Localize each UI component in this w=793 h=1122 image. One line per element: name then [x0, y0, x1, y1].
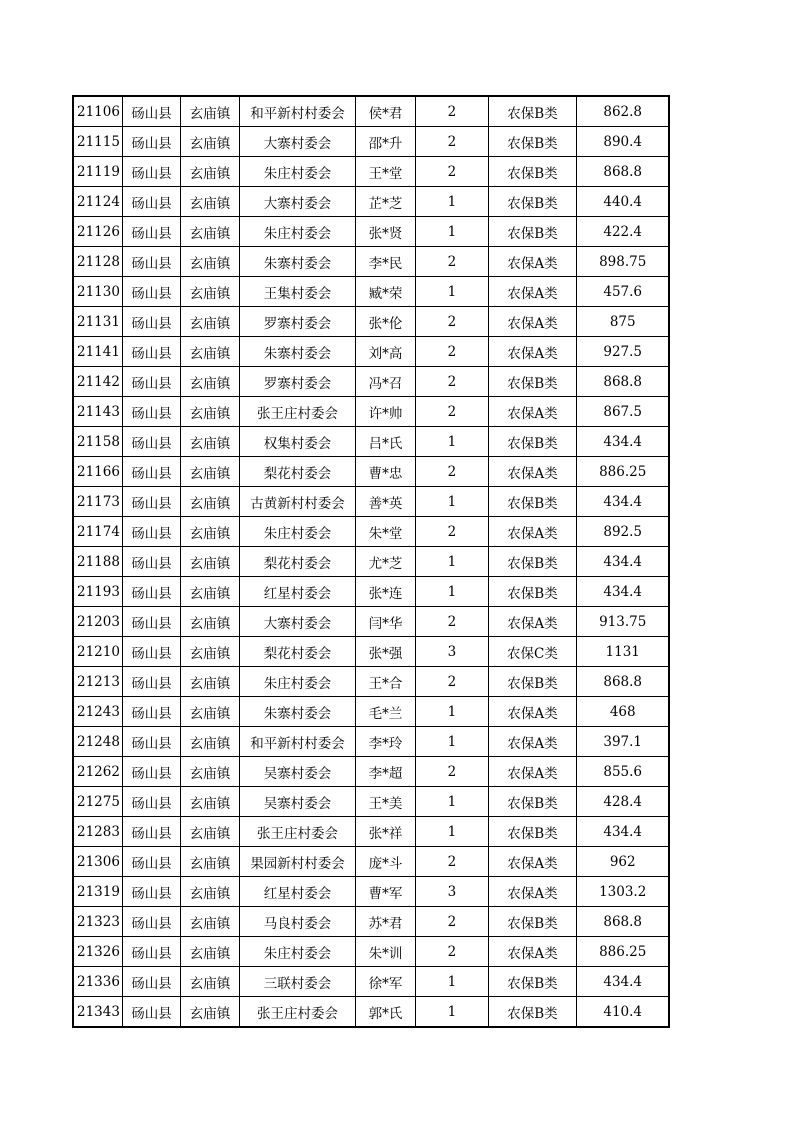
id-cell: 21143 — [73, 397, 122, 427]
village-cell: 吴寨村委会 — [239, 757, 355, 787]
category-cell: 农保B类 — [488, 487, 576, 517]
count-cell: 1 — [415, 817, 488, 847]
id-cell: 21243 — [73, 697, 122, 727]
id-cell: 21306 — [73, 847, 122, 877]
category-cell: 农保B类 — [488, 187, 576, 217]
county-cell: 砀山县 — [122, 157, 180, 187]
amount-cell: 886.25 — [576, 937, 669, 967]
name-cell: 张*连 — [355, 577, 415, 607]
table-row — [73, 367, 669, 397]
table-row — [73, 307, 669, 337]
village-cell: 朱庄村委会 — [239, 937, 355, 967]
table-row — [73, 517, 669, 547]
data-table — [72, 95, 670, 1028]
county-cell: 砀山县 — [122, 277, 180, 307]
table-row — [73, 547, 669, 577]
amount-cell: 440.4 — [576, 187, 669, 217]
town-cell: 玄庙镇 — [180, 96, 239, 127]
village-cell: 红星村委会 — [239, 577, 355, 607]
amount-cell: 862.8 — [576, 96, 669, 127]
village-cell: 马良村委会 — [239, 907, 355, 937]
name-cell: 尤*芝 — [355, 547, 415, 577]
count-cell: 2 — [415, 127, 488, 157]
id-cell: 21124 — [73, 187, 122, 217]
name-cell: 张*伦 — [355, 307, 415, 337]
town-cell: 玄庙镇 — [180, 697, 239, 727]
table-row — [73, 397, 669, 427]
town-cell: 玄庙镇 — [180, 487, 239, 517]
count-cell: 1 — [415, 427, 488, 457]
table-row — [73, 127, 669, 157]
id-cell: 21336 — [73, 967, 122, 997]
town-cell: 玄庙镇 — [180, 997, 239, 1028]
name-cell: 张*强 — [355, 637, 415, 667]
category-cell: 农保B类 — [488, 967, 576, 997]
amount-cell: 886.25 — [576, 457, 669, 487]
amount-cell: 868.8 — [576, 367, 669, 397]
county-cell: 砀山县 — [122, 637, 180, 667]
county-cell: 砀山县 — [122, 667, 180, 697]
category-cell: 农保B类 — [488, 997, 576, 1028]
category-cell: 农保A类 — [488, 277, 576, 307]
village-cell: 大寨村委会 — [239, 127, 355, 157]
count-cell: 3 — [415, 877, 488, 907]
count-cell: 1 — [415, 187, 488, 217]
table-row — [73, 727, 669, 757]
name-cell: 苏*君 — [355, 907, 415, 937]
town-cell: 玄庙镇 — [180, 967, 239, 997]
town-cell: 玄庙镇 — [180, 127, 239, 157]
village-cell: 大寨村委会 — [239, 187, 355, 217]
village-cell: 果园新村村委会 — [239, 847, 355, 877]
town-cell: 玄庙镇 — [180, 577, 239, 607]
id-cell: 21106 — [73, 96, 122, 127]
table-row — [73, 997, 669, 1028]
table-row — [73, 457, 669, 487]
county-cell: 砀山县 — [122, 937, 180, 967]
category-cell: 农保B类 — [488, 367, 576, 397]
count-cell: 1 — [415, 787, 488, 817]
amount-cell: 892.5 — [576, 517, 669, 547]
amount-cell: 898.75 — [576, 247, 669, 277]
name-cell: 王*合 — [355, 667, 415, 697]
amount-cell: 397.1 — [576, 727, 669, 757]
village-cell: 权集村委会 — [239, 427, 355, 457]
count-cell: 2 — [415, 397, 488, 427]
id-cell: 21213 — [73, 667, 122, 697]
county-cell: 砀山县 — [122, 96, 180, 127]
town-cell: 玄庙镇 — [180, 217, 239, 247]
county-cell: 砀山县 — [122, 427, 180, 457]
id-cell: 21158 — [73, 427, 122, 457]
village-cell: 梨花村委会 — [239, 457, 355, 487]
village-cell: 张王庄村委会 — [239, 997, 355, 1028]
id-cell: 21343 — [73, 997, 122, 1028]
town-cell: 玄庙镇 — [180, 457, 239, 487]
count-cell: 1 — [415, 967, 488, 997]
amount-cell: 434.4 — [576, 427, 669, 457]
count-cell: 2 — [415, 457, 488, 487]
name-cell: 邵*升 — [355, 127, 415, 157]
town-cell: 玄庙镇 — [180, 517, 239, 547]
table-row — [73, 877, 669, 907]
amount-cell: 410.4 — [576, 997, 669, 1028]
table-row — [73, 247, 669, 277]
category-cell: 农保A类 — [488, 727, 576, 757]
amount-cell: 434.4 — [576, 547, 669, 577]
table-body — [73, 96, 669, 1027]
category-cell: 农保A类 — [488, 517, 576, 547]
category-cell: 农保A类 — [488, 847, 576, 877]
county-cell: 砀山县 — [122, 997, 180, 1028]
name-cell: 郭*氏 — [355, 997, 415, 1028]
village-cell: 朱寨村委会 — [239, 247, 355, 277]
county-cell: 砀山县 — [122, 847, 180, 877]
county-cell: 砀山县 — [122, 907, 180, 937]
id-cell: 21319 — [73, 877, 122, 907]
amount-cell: 1303.2 — [576, 877, 669, 907]
id-cell: 21174 — [73, 517, 122, 547]
table-row — [73, 667, 669, 697]
county-cell: 砀山县 — [122, 757, 180, 787]
count-cell: 2 — [415, 607, 488, 637]
table-row — [73, 337, 669, 367]
county-cell: 砀山县 — [122, 697, 180, 727]
village-cell: 朱庄村委会 — [239, 157, 355, 187]
id-cell: 21115 — [73, 127, 122, 157]
county-cell: 砀山县 — [122, 877, 180, 907]
id-cell: 21210 — [73, 637, 122, 667]
village-cell: 朱庄村委会 — [239, 667, 355, 697]
count-cell: 1 — [415, 727, 488, 757]
amount-cell: 875 — [576, 307, 669, 337]
town-cell: 玄庙镇 — [180, 607, 239, 637]
count-cell: 1 — [415, 547, 488, 577]
name-cell: 李*玲 — [355, 727, 415, 757]
category-cell: 农保A类 — [488, 307, 576, 337]
town-cell: 玄庙镇 — [180, 937, 239, 967]
id-cell: 21283 — [73, 817, 122, 847]
id-cell: 21203 — [73, 607, 122, 637]
category-cell: 农保A类 — [488, 937, 576, 967]
count-cell: 1 — [415, 277, 488, 307]
village-cell: 和平新村村委会 — [239, 727, 355, 757]
county-cell: 砀山县 — [122, 547, 180, 577]
id-cell: 21141 — [73, 337, 122, 367]
count-cell: 2 — [415, 96, 488, 127]
amount-cell: 913.75 — [576, 607, 669, 637]
amount-cell: 868.8 — [576, 907, 669, 937]
name-cell: 吕*氏 — [355, 427, 415, 457]
village-cell: 三联村委会 — [239, 967, 355, 997]
count-cell: 2 — [415, 907, 488, 937]
village-cell: 朱庄村委会 — [239, 517, 355, 547]
amount-cell: 422.4 — [576, 217, 669, 247]
town-cell: 玄庙镇 — [180, 247, 239, 277]
count-cell: 2 — [415, 337, 488, 367]
village-cell: 梨花村委会 — [239, 547, 355, 577]
county-cell: 砀山县 — [122, 487, 180, 517]
village-cell: 古黄新村村委会 — [239, 487, 355, 517]
town-cell: 玄庙镇 — [180, 667, 239, 697]
count-cell: 2 — [415, 757, 488, 787]
town-cell: 玄庙镇 — [180, 427, 239, 457]
id-cell: 21126 — [73, 217, 122, 247]
county-cell: 砀山县 — [122, 727, 180, 757]
name-cell: 善*英 — [355, 487, 415, 517]
count-cell: 2 — [415, 847, 488, 877]
id-cell: 21248 — [73, 727, 122, 757]
category-cell: 农保B类 — [488, 157, 576, 187]
table-row — [73, 907, 669, 937]
village-cell: 罗寨村委会 — [239, 367, 355, 397]
id-cell: 21130 — [73, 277, 122, 307]
town-cell: 玄庙镇 — [180, 817, 239, 847]
name-cell: 芷*芝 — [355, 187, 415, 217]
count-cell: 1 — [415, 697, 488, 727]
village-cell: 吴寨村委会 — [239, 787, 355, 817]
category-cell: 农保A类 — [488, 877, 576, 907]
amount-cell: 1131 — [576, 637, 669, 667]
name-cell: 朱*训 — [355, 937, 415, 967]
name-cell: 王*堂 — [355, 157, 415, 187]
town-cell: 玄庙镇 — [180, 187, 239, 217]
name-cell: 李*超 — [355, 757, 415, 787]
name-cell: 李*民 — [355, 247, 415, 277]
category-cell: 农保A类 — [488, 697, 576, 727]
town-cell: 玄庙镇 — [180, 907, 239, 937]
id-cell: 21119 — [73, 157, 122, 187]
table-row — [73, 697, 669, 727]
count-cell: 2 — [415, 517, 488, 547]
category-cell: 农保B类 — [488, 817, 576, 847]
amount-cell: 867.5 — [576, 397, 669, 427]
id-cell: 21193 — [73, 577, 122, 607]
id-cell: 21323 — [73, 907, 122, 937]
count-cell: 2 — [415, 247, 488, 277]
category-cell: 农保B类 — [488, 217, 576, 247]
town-cell: 玄庙镇 — [180, 397, 239, 427]
category-cell: 农保B类 — [488, 547, 576, 577]
table-row — [73, 187, 669, 217]
town-cell: 玄庙镇 — [180, 757, 239, 787]
name-cell: 王*美 — [355, 787, 415, 817]
table-row — [73, 637, 669, 667]
county-cell: 砀山县 — [122, 397, 180, 427]
village-cell: 大寨村委会 — [239, 607, 355, 637]
category-cell: 农保A类 — [488, 607, 576, 637]
town-cell: 玄庙镇 — [180, 637, 239, 667]
category-cell: 农保A类 — [488, 337, 576, 367]
county-cell: 砀山县 — [122, 607, 180, 637]
amount-cell: 468 — [576, 697, 669, 727]
town-cell: 玄庙镇 — [180, 727, 239, 757]
town-cell: 玄庙镇 — [180, 787, 239, 817]
id-cell: 21275 — [73, 787, 122, 817]
count-cell: 3 — [415, 637, 488, 667]
table-row — [73, 937, 669, 967]
count-cell: 2 — [415, 937, 488, 967]
village-cell: 朱寨村委会 — [239, 697, 355, 727]
id-cell: 21166 — [73, 457, 122, 487]
category-cell: 农保A类 — [488, 397, 576, 427]
table-row — [73, 787, 669, 817]
table-row — [73, 757, 669, 787]
count-cell: 1 — [415, 997, 488, 1028]
amount-cell: 457.6 — [576, 277, 669, 307]
town-cell: 玄庙镇 — [180, 157, 239, 187]
count-cell: 1 — [415, 577, 488, 607]
county-cell: 砀山县 — [122, 577, 180, 607]
name-cell: 曹*忠 — [355, 457, 415, 487]
name-cell: 臧*荣 — [355, 277, 415, 307]
name-cell: 侯*君 — [355, 96, 415, 127]
amount-cell: 868.8 — [576, 157, 669, 187]
town-cell: 玄庙镇 — [180, 547, 239, 577]
amount-cell: 962 — [576, 847, 669, 877]
county-cell: 砀山县 — [122, 817, 180, 847]
town-cell: 玄庙镇 — [180, 277, 239, 307]
amount-cell: 890.4 — [576, 127, 669, 157]
id-cell: 21128 — [73, 247, 122, 277]
village-cell: 和平新村村委会 — [239, 96, 355, 127]
amount-cell: 428.4 — [576, 787, 669, 817]
category-cell: 农保B类 — [488, 907, 576, 937]
county-cell: 砀山县 — [122, 787, 180, 817]
name-cell: 刘*高 — [355, 337, 415, 367]
town-cell: 玄庙镇 — [180, 337, 239, 367]
table-row — [73, 967, 669, 997]
table-row — [73, 577, 669, 607]
name-cell: 曹*军 — [355, 877, 415, 907]
name-cell: 毛*兰 — [355, 697, 415, 727]
village-cell: 张王庄村委会 — [239, 397, 355, 427]
category-cell: 农保B类 — [488, 577, 576, 607]
village-cell: 朱寨村委会 — [239, 337, 355, 367]
category-cell: 农保A类 — [488, 457, 576, 487]
amount-cell: 434.4 — [576, 817, 669, 847]
table-row — [73, 487, 669, 517]
table-row — [73, 217, 669, 247]
category-cell: 农保B类 — [488, 427, 576, 457]
village-cell: 王集村委会 — [239, 277, 355, 307]
county-cell: 砀山县 — [122, 337, 180, 367]
amount-cell: 855.6 — [576, 757, 669, 787]
village-cell: 朱庄村委会 — [239, 217, 355, 247]
name-cell: 徐*军 — [355, 967, 415, 997]
county-cell: 砀山县 — [122, 517, 180, 547]
table-row — [73, 817, 669, 847]
county-cell: 砀山县 — [122, 127, 180, 157]
county-cell: 砀山县 — [122, 217, 180, 247]
county-cell: 砀山县 — [122, 307, 180, 337]
category-cell: 农保B类 — [488, 787, 576, 817]
town-cell: 玄庙镇 — [180, 847, 239, 877]
category-cell: 农保A类 — [488, 757, 576, 787]
name-cell: 庞*斗 — [355, 847, 415, 877]
village-cell: 红星村委会 — [239, 877, 355, 907]
county-cell: 砀山县 — [122, 247, 180, 277]
count-cell: 2 — [415, 157, 488, 187]
county-cell: 砀山县 — [122, 367, 180, 397]
town-cell: 玄庙镇 — [180, 307, 239, 337]
count-cell: 1 — [415, 217, 488, 247]
name-cell: 闫*华 — [355, 607, 415, 637]
table-row — [73, 277, 669, 307]
id-cell: 21173 — [73, 487, 122, 517]
category-cell: 农保C类 — [488, 637, 576, 667]
name-cell: 许*帅 — [355, 397, 415, 427]
name-cell: 冯*召 — [355, 367, 415, 397]
county-cell: 砀山县 — [122, 457, 180, 487]
id-cell: 21131 — [73, 307, 122, 337]
town-cell: 玄庙镇 — [180, 367, 239, 397]
amount-cell: 434.4 — [576, 487, 669, 517]
id-cell: 21262 — [73, 757, 122, 787]
county-cell: 砀山县 — [122, 967, 180, 997]
table-row — [73, 607, 669, 637]
amount-cell: 868.8 — [576, 667, 669, 697]
name-cell: 张*祥 — [355, 817, 415, 847]
table-row — [73, 427, 669, 457]
village-cell: 梨花村委会 — [239, 637, 355, 667]
amount-cell: 434.4 — [576, 967, 669, 997]
village-cell: 罗寨村委会 — [239, 307, 355, 337]
count-cell: 2 — [415, 307, 488, 337]
count-cell: 2 — [415, 367, 488, 397]
county-cell: 砀山县 — [122, 187, 180, 217]
village-cell: 张王庄村委会 — [239, 817, 355, 847]
category-cell: 农保A类 — [488, 247, 576, 277]
name-cell: 张*贤 — [355, 217, 415, 247]
category-cell: 农保B类 — [488, 96, 576, 127]
id-cell: 21142 — [73, 367, 122, 397]
table-row — [73, 157, 669, 187]
town-cell: 玄庙镇 — [180, 877, 239, 907]
amount-cell: 434.4 — [576, 577, 669, 607]
count-cell: 2 — [415, 667, 488, 697]
category-cell: 农保B类 — [488, 127, 576, 157]
id-cell: 21326 — [73, 937, 122, 967]
amount-cell: 927.5 — [576, 337, 669, 367]
name-cell: 朱*堂 — [355, 517, 415, 547]
count-cell: 1 — [415, 487, 488, 517]
id-cell: 21188 — [73, 547, 122, 577]
category-cell: 农保B类 — [488, 667, 576, 697]
table-row — [73, 96, 669, 127]
table-row — [73, 847, 669, 877]
